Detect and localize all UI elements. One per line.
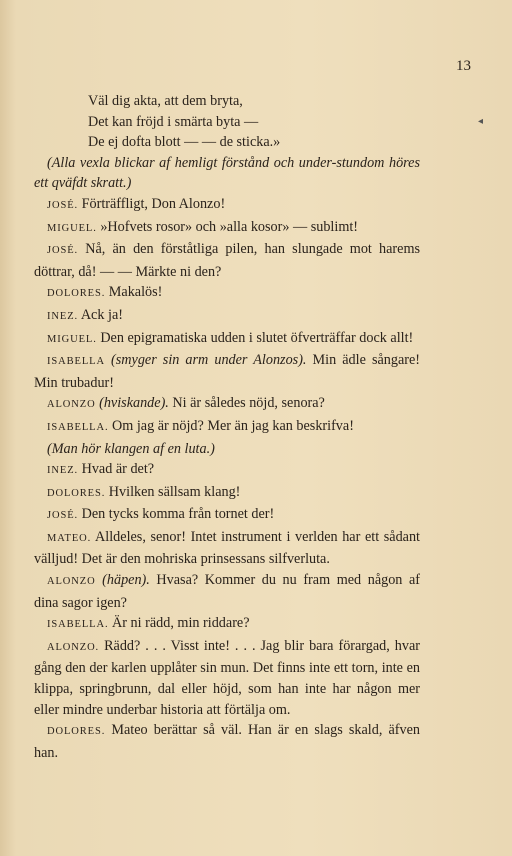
line-text: Hvilken sällsam klang!	[108, 483, 241, 500]
dialogue-line	[34, 305, 420, 328]
speaker-name: DOLORES.	[47, 726, 106, 738]
line-text: Ni är således nöjd, senora?	[172, 395, 325, 412]
dialogue-line	[34, 527, 420, 570]
speaker-name: JOSÉ.	[47, 510, 79, 522]
dialogue-line	[34, 504, 420, 527]
verse-line: Väl dig akta, att dem bryta,	[88, 93, 243, 109]
line-text: Om jag är nöjd? Mer än jag kan beskrifva!	[112, 417, 354, 434]
line-text: Nå, än den förståtliga pilen, han slungade mot harems döttrar, då! — — Märkte ni den?	[34, 241, 421, 280]
line-text: »Hofvets rosor» och »alla kosor» — sublimt!	[100, 218, 359, 235]
line-text: Alldeles, senor! Intet instrument i verlden har ett sådant välljud! Det är den mohriska prinsessans silfverluta.	[34, 528, 420, 568]
speaker-name: ALONZO	[47, 399, 96, 411]
stage-direction: (Alla vexla blickar af hemligt förstånd och under-stundom höres ett qväfdt skratt.)	[34, 154, 420, 192]
line-text: Mateo berättar så väl. Han är en slags skald, äfven han.	[34, 722, 421, 761]
speaker-name: DOLORES.	[47, 288, 106, 300]
line-text: Makalös!	[108, 284, 163, 301]
line-text: Den tycks komma från tornet der!	[81, 506, 275, 523]
stage-direction: (Man hör klangen af en luta.)	[47, 440, 215, 457]
line-text: Den epigramatiska udden i slutet öfverträffar dock allt!	[100, 329, 414, 346]
verse-line: Det kan fröjd i smärta byta —	[88, 113, 259, 130]
dialogue-line	[34, 720, 420, 763]
dialogue-line	[34, 459, 420, 482]
dialogue-line	[34, 613, 420, 636]
dialogue-line	[34, 482, 420, 505]
speaker-name: MIGUEL.	[47, 222, 97, 234]
dialogue-line	[34, 239, 420, 282]
line-text: Min ädle sångare! Min trubadur!	[34, 352, 421, 391]
dialogue-line	[34, 350, 420, 393]
line-text: Rädd? . . . Visst inte! . . . Jag blir bara förargad, hvar gång den der karlen upplåter sin mun. Det finns inte ett torn, inte en klippa, springbrunn, dal eller höjd, som han inte har någon mer eller mindre underbar historia att förtälja om.	[34, 637, 420, 718]
speaker-name: INEZ.	[47, 310, 79, 322]
speaker-name: MIGUEL.	[47, 333, 97, 345]
line-text: Ack ja!	[80, 306, 123, 323]
speaker-name: JOSÉ.	[47, 199, 79, 211]
line-text: Hvad är det?	[81, 461, 155, 478]
speaker-name: ALONZO	[47, 576, 96, 588]
verse-line: De ej dofta blott — — de sticka.»	[88, 134, 281, 151]
stage-direction-inline: (häpen).	[102, 572, 150, 589]
speaker-name: ALONZO.	[47, 641, 100, 653]
speaker-name: ISABELLA	[47, 356, 105, 368]
speaker-name: INEZ.	[47, 465, 79, 477]
speaker-name: DOLORES.	[47, 487, 106, 499]
margin-mark: ◂	[478, 116, 484, 127]
dialogue-line	[34, 570, 420, 613]
stage-direction-inline: (hviskande).	[99, 395, 169, 412]
page-text	[34, 91, 420, 763]
dialogue-line	[34, 416, 420, 439]
dialogue-line	[34, 393, 420, 416]
speaker-name: MATEO.	[47, 532, 92, 544]
speaker-name: ISABELLA.	[47, 421, 109, 433]
stage-direction-inline: (smyger sin arm under Alonzos).	[111, 352, 307, 369]
speaker-name: ISABELLA.	[47, 619, 109, 631]
line-text: Hvasa? Kommer du nu fram med någon af dina sagor igen?	[34, 572, 421, 611]
verse-block	[34, 91, 420, 153]
dialogue-line	[34, 328, 420, 351]
dialogue-line	[34, 636, 420, 720]
page-number: 13	[456, 58, 471, 74]
dialogue-line	[34, 217, 420, 240]
line-text: Är ni rädd, min riddare?	[112, 615, 250, 632]
dialogue-line	[34, 194, 420, 217]
line-text: Förträffligt, Don Alonzo!	[81, 195, 226, 212]
speaker-name: JOSÉ.	[47, 245, 79, 257]
dialogue-line	[34, 282, 420, 305]
